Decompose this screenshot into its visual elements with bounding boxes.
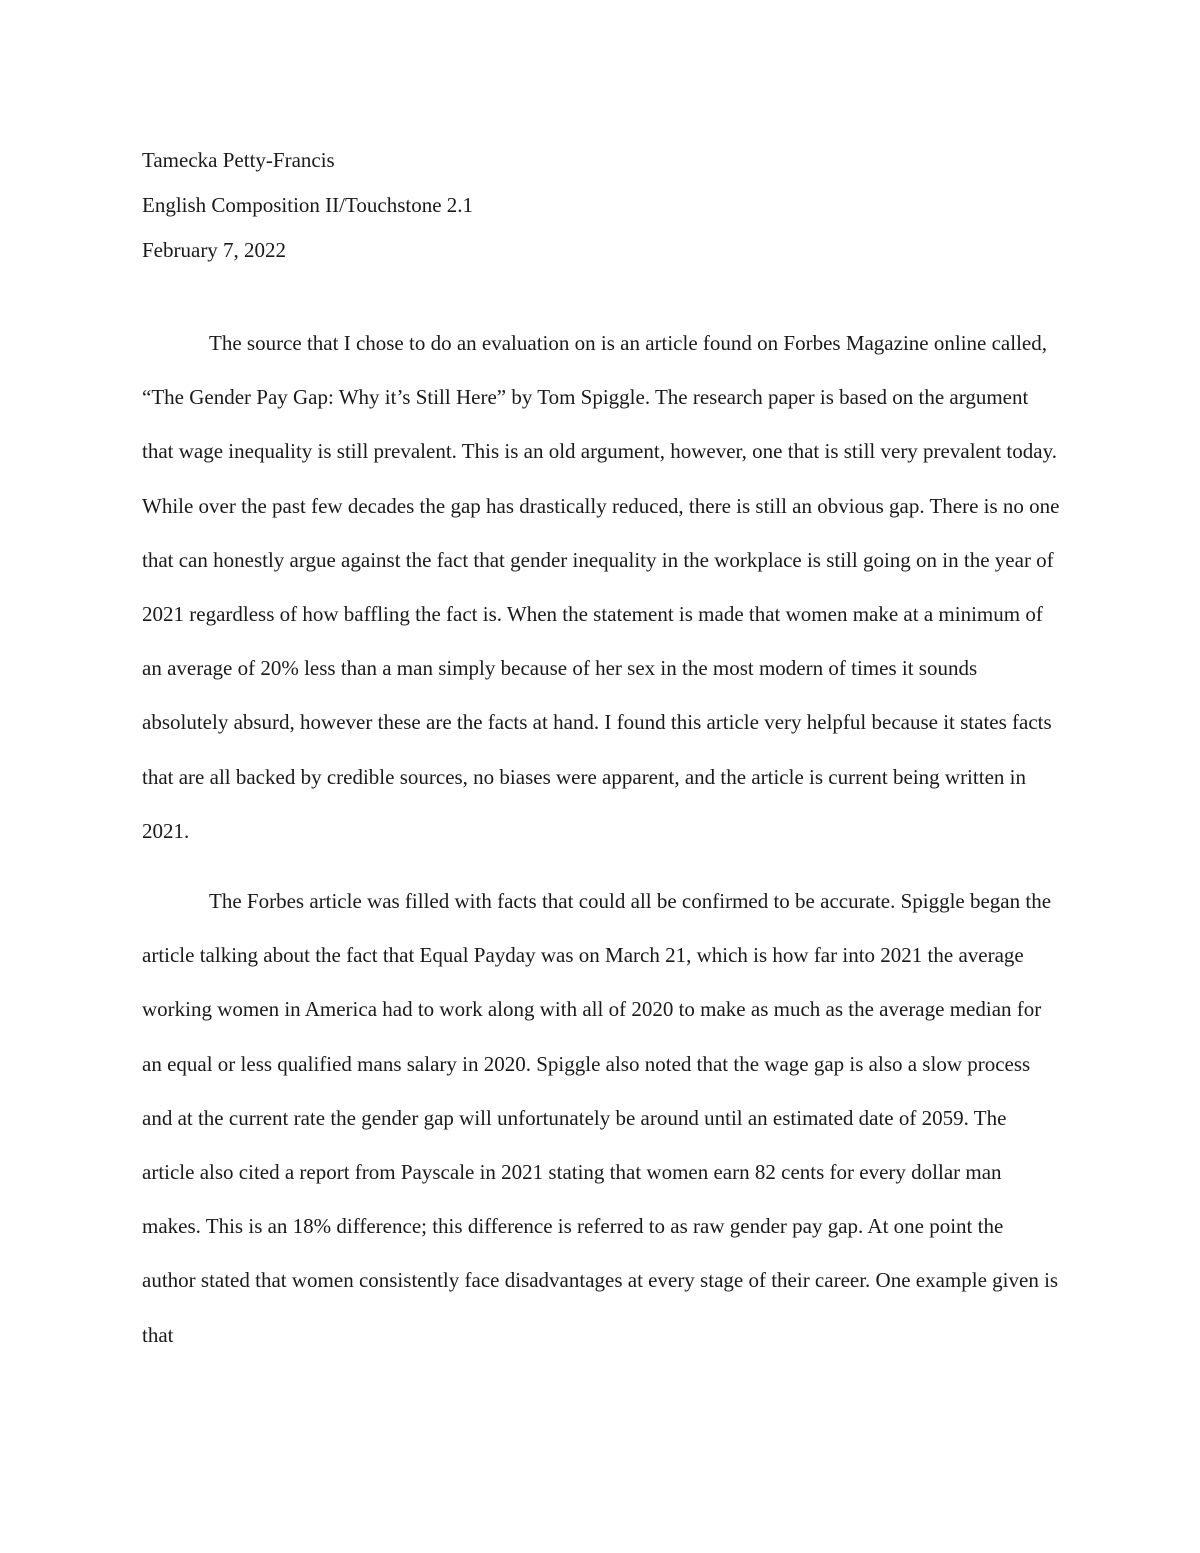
- document-body: [142, 138, 1062, 1362]
- mla-header: [142, 138, 1062, 273]
- paragraph-1: The source that I chose to do an evaluation on is an article found on Forbes Magazine online called, “The Gender Pay Gap: Why it’s Still Here” by Tom Spiggle. The research paper is based on the argument that wage inequality is still prevalent. This is an old argument, however, one that is still very prevalent today. While over the past few decades the gap has drastically reduced, there is still an obvious gap. There is no one that can honestly argue against the fact that gender inequality in the workplace is still going on in the year of 2021 regardless of how baffling the fact is. When the statement is made that women make at a minimum of an average of 20% less than a man simply because of her sex in the most modern of times it sounds absolutely absurd, however these are the facts at hand. I found this article very helpful because it states facts that are all backed by credible sources, no biases were apparent, and the article is current being written in 2021.: [142, 331, 1060, 843]
- paragraph-2: The Forbes article was filled with facts that could all be confirmed to be accurate. Spiggle began the article talking about the fact that Equal Payday was on March 21, which is how far into 2021 the average working women in America had to work along with all of 2020 to make as much as the average median for an equal or less qualified mans salary in 2020. Spiggle also noted that the wage gap is also a slow process and at the current rate the gender gap will unfortunately be around until an estimated date of 2059. The article also cited a report from Payscale in 2021 stating that women earn 82 cents for every dollar man makes. This is an 18% difference; this difference is referred to as raw gender pay gap. At one point the author stated that women consistently face disadvantages at every stage of their career. One example given is that: [142, 889, 1059, 1347]
- document-date: February 7, 2022: [142, 238, 287, 262]
- course-title: English Composition II/Touchstone 2.1: [142, 193, 474, 217]
- author-name: Tamecka Petty-Francis: [142, 148, 335, 172]
